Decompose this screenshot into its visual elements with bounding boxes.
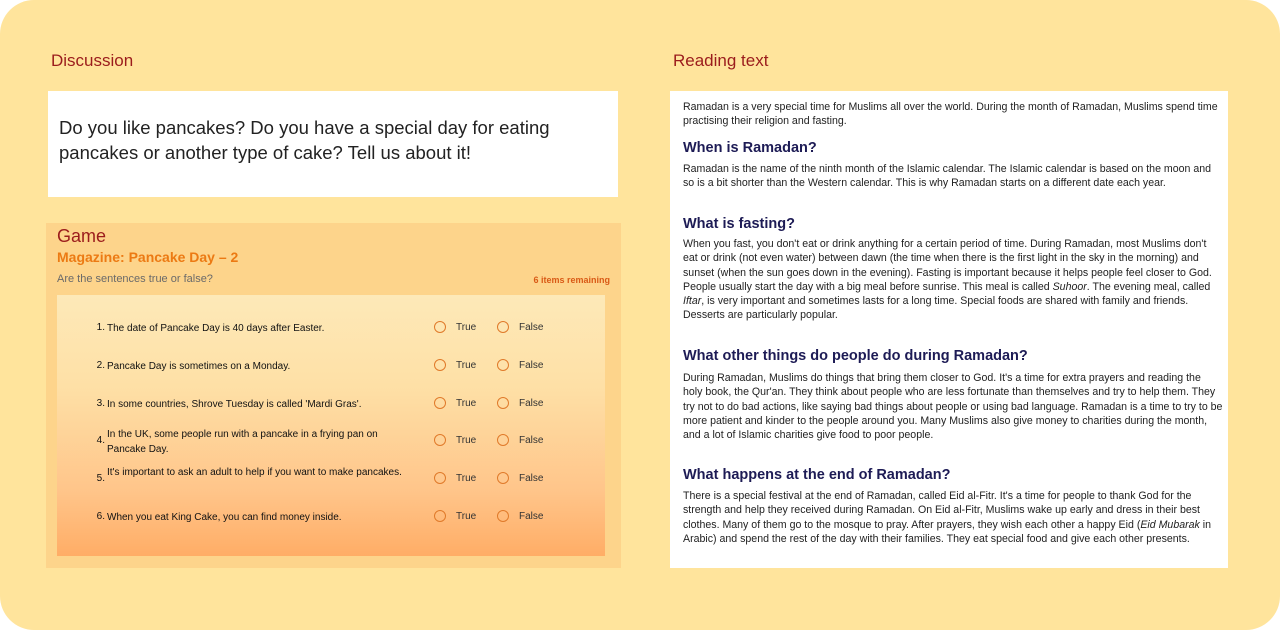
reading-text-title: Reading text: [673, 51, 769, 70]
discussion-box: [48, 91, 618, 197]
paragraph-other-things: During Ramadan, Muslims do things that bring them closer to God. It's a time for extra prayers and reading the holy book, the Qur'an. They think about people who are less fortunate than themselves and try to help them. They try not to do bad actions, like saying bad things about people or using bad language. Ramadan is a time to try to be more patient and kinder to the people around you. Many Muslims also give money to charities during the month, and a lot of Islamic charities give food to poor people.: [683, 372, 1223, 442]
quiz-item-3: [57, 387, 605, 421]
true-label[interactable]: True: [456, 322, 477, 333]
false-radio[interactable]: [497, 321, 509, 333]
item-number: 6.: [96, 511, 105, 522]
false-radio[interactable]: [497, 472, 509, 484]
true-radio[interactable]: [434, 472, 446, 484]
true-radio[interactable]: [434, 397, 446, 409]
eid-mubarak-term: Eid Mubarak: [1140, 518, 1200, 531]
fasting-text-b: . The evening meal, called: [1086, 280, 1211, 293]
item-number: 2.: [96, 360, 105, 371]
false-radio[interactable]: [497, 434, 509, 446]
quiz-item-6: [57, 500, 605, 534]
eid-text-a: There is a special festival at the end of Ramadan, called Eid al-Fitr. It's a time for people to thank God for the strength and help they received during Ramadan. On Eid al-Fitr, Muslims wake up early and dress in their best clothes. Many of them go to the mosque to pray. After prayers, they wish each other a happy Eid (: [683, 490, 1200, 531]
true-label[interactable]: True: [456, 473, 477, 484]
quiz-item-1: [57, 311, 605, 345]
iftar-term: Iftar: [683, 295, 702, 308]
false-label[interactable]: False: [519, 398, 544, 409]
item-number: 3.: [96, 398, 105, 409]
true-radio[interactable]: [434, 359, 446, 371]
suhoor-term: Suhoor: [1052, 280, 1087, 293]
heading-what-is-fasting: What is fasting?: [683, 216, 795, 232]
heading-end-of-ramadan: What happens at the end of Ramadan?: [683, 467, 951, 483]
item-statement: In some countries, Shrove Tuesday is called 'Mardi Gras'.: [107, 399, 362, 410]
true-label[interactable]: True: [456, 511, 477, 522]
false-label[interactable]: False: [519, 473, 544, 484]
items-remaining: 6 items remaining: [533, 275, 610, 285]
item-number: 4.: [96, 435, 105, 446]
true-label[interactable]: True: [456, 435, 477, 446]
item-statement: Pancake Day is sometimes on a Monday.: [107, 361, 291, 372]
game-instructions: Are the sentences true or false?: [57, 273, 213, 285]
reading-intro: Ramadan is a very special time for Muslims all over the world. During the month of Ramadan, Muslims spend time practising their religion and fasting.: [683, 101, 1218, 128]
true-label[interactable]: True: [456, 398, 477, 409]
false-radio[interactable]: [497, 510, 509, 522]
quiz-item-5: [57, 462, 605, 496]
quiz-item-2: [57, 349, 605, 383]
true-label[interactable]: True: [456, 360, 477, 371]
item-number: 1.: [96, 322, 105, 333]
false-label[interactable]: False: [519, 511, 544, 522]
heading-when-is-ramadan: When is Ramadan?: [683, 140, 817, 156]
true-radio[interactable]: [434, 321, 446, 333]
item-statement: In the UK, some people run with a pancake in a frying pan on Pancake Day.: [107, 429, 378, 455]
fasting-text-c: , is very important and sometimes lasts for a long time. Special foods are shared with family and friends. Desserts are particularly popular.: [683, 295, 1189, 322]
game-panel: [46, 223, 621, 568]
quiz-item-4: [57, 424, 605, 458]
paragraph-end-of-ramadan: [683, 489, 1223, 546]
heading-other-things: What other things do people do during Ramadan?: [683, 348, 1028, 364]
false-label[interactable]: False: [519, 435, 544, 446]
eid-text-b: in Arabic) and spend the rest of the day with their families. They eat special food and give each other presents.: [683, 518, 1212, 545]
false-radio[interactable]: [497, 359, 509, 371]
true-radio[interactable]: [434, 510, 446, 522]
false-label[interactable]: False: [519, 322, 544, 333]
item-statement: When you eat King Cake, you can find money inside.: [107, 512, 342, 523]
paragraph-what-is-fasting: [683, 237, 1223, 323]
item-statement: The date of Pancake Day is 40 days after Easter.: [107, 323, 325, 334]
fasting-text-a: When you fast, you don't eat or drink anything for a certain period of time. During Ramadan, most Muslims don't eat or drink (not even water) between dawn (the time when there is the first light in the sky in the morning) and sunset (when the sun goes down in the evening). Fasting is important because it helps people feel closer to God. People usually start the day with a big meal before sunrise. This meal is called: [683, 238, 1212, 293]
reading-text-box: [670, 91, 1228, 568]
discussion-prompt: Do you like pancakes? Do you have a special day for eating pancakes or another type of cake? Tell us about it!: [59, 117, 550, 163]
item-statement: It's important to ask an adult to help if you want to make pancakes.: [107, 467, 402, 478]
false-radio[interactable]: [497, 397, 509, 409]
false-label[interactable]: False: [519, 360, 544, 371]
game-title: Game: [57, 226, 107, 246]
true-radio[interactable]: [434, 434, 446, 446]
quiz-list: [57, 295, 605, 556]
discussion-title: Discussion: [51, 51, 134, 70]
paragraph-when-is-ramadan: Ramadan is the name of the ninth month of the Islamic calendar. The Islamic calendar is based on the moon and so is a bit shorter than the Western calendar. This is why Ramadan starts on a different date each year.: [683, 163, 1212, 190]
item-number: 5.: [96, 473, 105, 484]
game-subtitle: Magazine: Pancake Day – 2: [57, 249, 239, 265]
